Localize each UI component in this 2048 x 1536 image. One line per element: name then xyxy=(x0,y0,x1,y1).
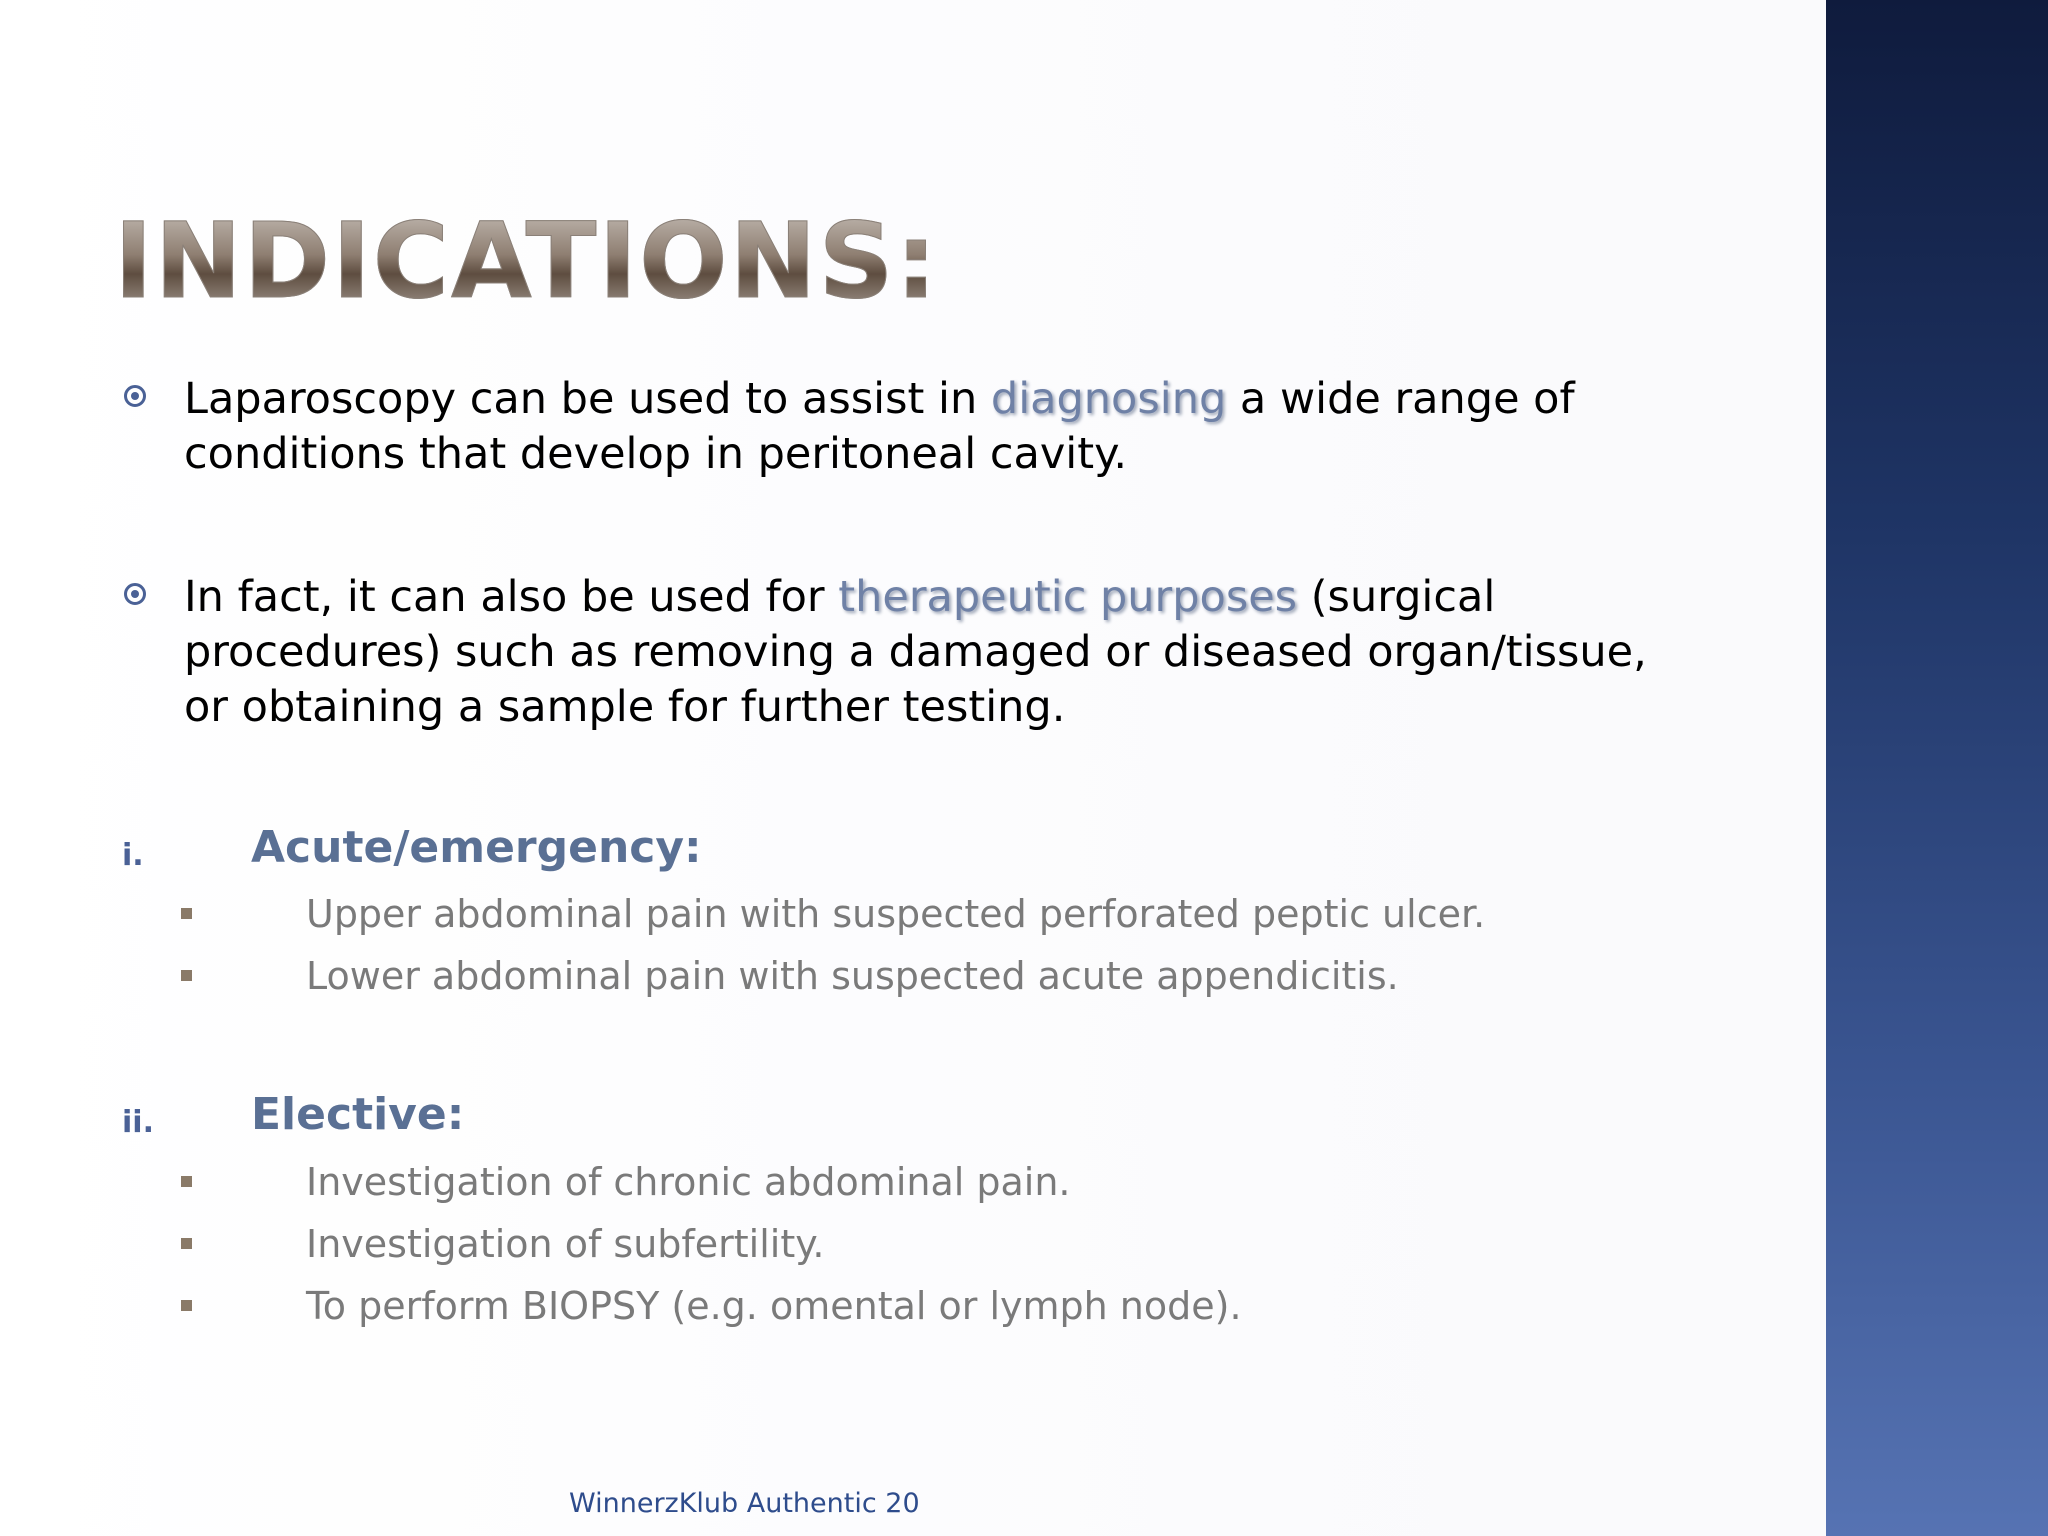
list-item xyxy=(306,1282,1242,1330)
list-item xyxy=(306,952,1399,1000)
bullet-text-post: (surgical procedures) such as removing a damaged or diseased organ/tissue, or obtaining a sample for further testing. xyxy=(184,572,1647,732)
list-item-text: Upper abdominal pain with suspected perforated peptic ulcer. xyxy=(306,892,1486,936)
bullet-text-pre: In fact, it can also be used for xyxy=(184,572,839,622)
bullet-text-pre: Laparoscopy can be used to assist in xyxy=(184,374,991,424)
bullet-therapeutic xyxy=(184,570,1704,735)
section-number-elective: ii. xyxy=(122,1105,154,1140)
list-item-text: To perform BIOPSY (e.g. omental or lymph node). xyxy=(306,1284,1242,1328)
list-item xyxy=(306,1158,1071,1206)
highlight-diagnosing: diagnosing xyxy=(990,374,1227,424)
list-item-text: Lower abdominal pain with suspected acute appendicitis. xyxy=(306,954,1399,998)
square-bullet-icon xyxy=(181,1238,192,1249)
footer-text: WinnerzKlub Authentic 20 xyxy=(569,1488,920,1519)
list-item-text: Investigation of subfertility. xyxy=(306,1222,825,1266)
section-heading-elective: Elective: xyxy=(251,1089,465,1140)
list-item-text: Investigation of chronic abdominal pain. xyxy=(306,1160,1071,1204)
list-item xyxy=(306,890,1485,938)
square-bullet-icon xyxy=(181,1176,192,1187)
slide-title: INDICATIONS: xyxy=(114,196,939,326)
section-number-acute: i. xyxy=(122,838,144,873)
bullet-text-post: a wide range of conditions that develop in peritoneal cavity. xyxy=(184,374,1575,479)
highlight-therapeutic-purposes: therapeutic purposes xyxy=(838,572,1298,622)
bullet-diagnosing xyxy=(184,372,1704,482)
decorative-side-panel xyxy=(1826,0,2048,1536)
circle-bullet-icon xyxy=(124,385,146,407)
square-bullet-icon xyxy=(181,970,192,981)
square-bullet-icon xyxy=(181,1300,192,1311)
section-heading-acute: Acute/emergency: xyxy=(251,822,702,873)
list-item xyxy=(306,1220,824,1268)
circle-bullet-icon xyxy=(124,583,146,605)
square-bullet-icon xyxy=(181,908,192,919)
